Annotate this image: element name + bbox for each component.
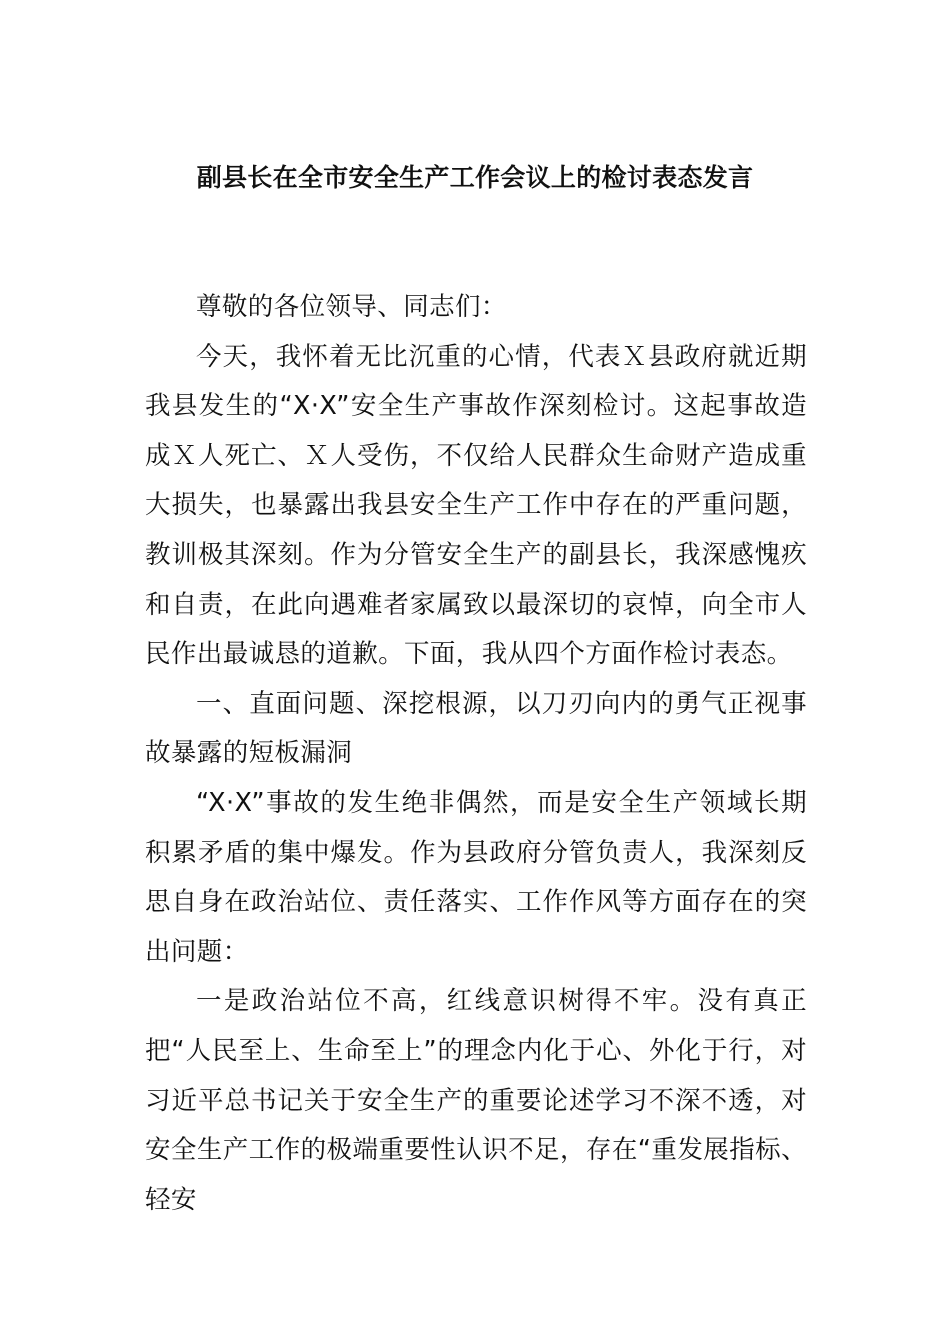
salutation-paragraph: 尊敬的各位领导、同志们： xyxy=(196,292,507,322)
document-body xyxy=(145,283,807,1225)
section-heading-1: 一、直面问题、深挖根源，以刀刃向内的勇气正视事故暴露的短板漏洞 xyxy=(145,688,807,769)
intro-paragraph: 今天，我怀着无比沉重的心情，代表Ｘ县政府就近期我县发生的“X·X”安全生产事故作深刻检讨。这起事故造成Ｘ人死亡、Ｘ人受伤，不仅给人民群众生命财产造成重大损失，也暴露出我县安全生产工作中存在的严重问题，教训极其深刻。作为分管安全生产的副县长，我深感愧疚和自责，在此向遇难者家属致以最深切的哀悼，向全市人民作出最诚恳的道歉。下面，我从四个方面作检讨表态。 xyxy=(145,341,807,670)
section-1-paragraph: “X·X”事故的发生绝非偶然，而是安全生产领域长期积累矛盾的集中爆发。作为县政府分管负责人，我深刻反思自身在政治站位、责任落实、工作作风等方面存在的突出问题： xyxy=(145,787,807,967)
point-1-paragraph: 一是政治站位不高，红线意识树得不牢。没有真正把“人民至上、生命至上”的理念内化于心、外化于行，对习近平总书记关于安全生产的重要论述学习不深不透，对安全生产工作的极端重要性认识不足，存在“重发展指标、轻安 xyxy=(145,986,807,1215)
document-title: 副县长在全市安全生产工作会议上的检讨表态发言 xyxy=(196,163,754,192)
